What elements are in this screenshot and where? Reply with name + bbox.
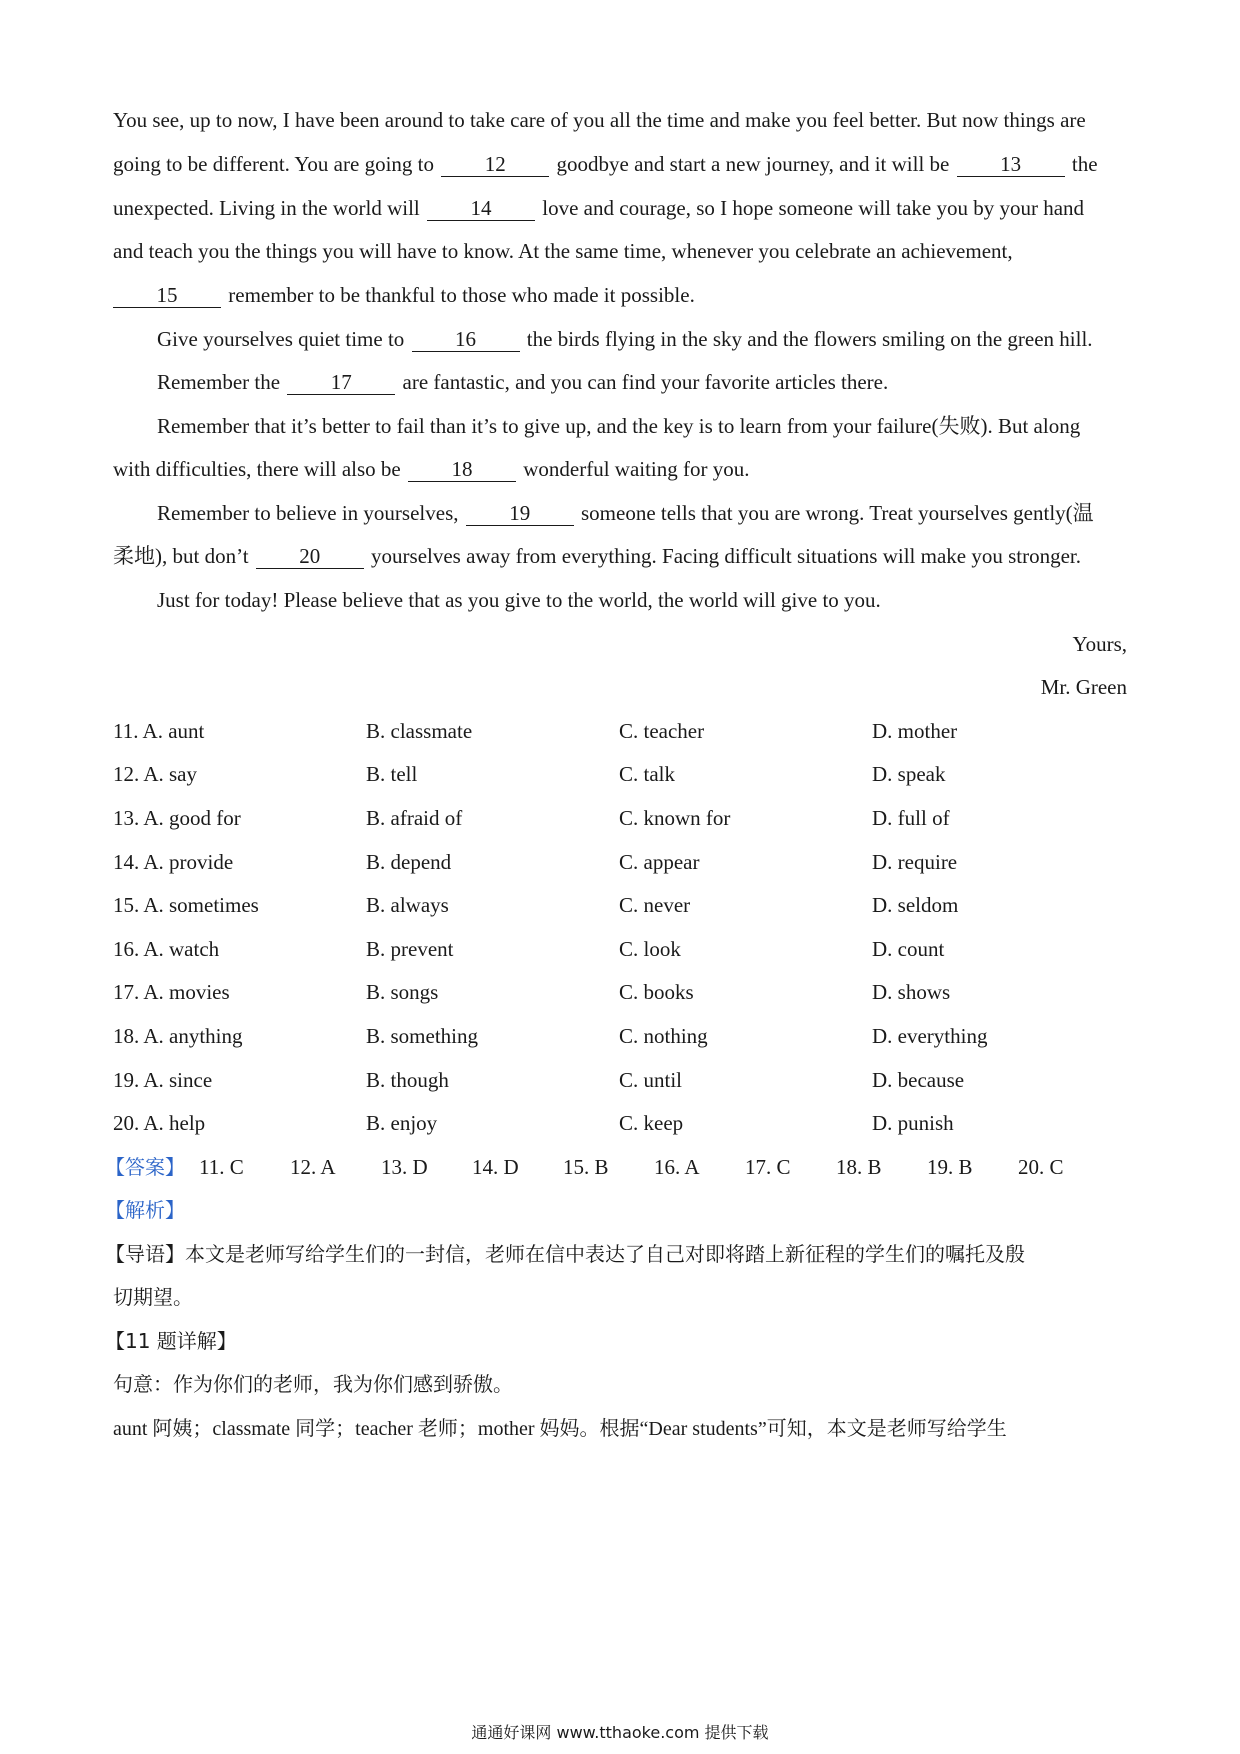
blank-19: 19 [466, 501, 574, 526]
passage-line: with difficulties, there will also be 18 wonderful waiting for you. [113, 457, 750, 481]
blank-15: 15 [113, 283, 221, 308]
blank-16: 16 [412, 327, 520, 352]
blank-18: 18 [408, 457, 516, 482]
blank-17: 17 [287, 370, 395, 395]
page-footer: 通通好课网 www.tthaoke.com 提供下载 [471, 1723, 769, 1742]
blank-12: 12 [441, 152, 549, 177]
passage-line: unexpected. Living in the world will 14 love and courage, so I hope someone will take you by your hand [113, 196, 1085, 220]
analysis-label: 【解析】 [105, 1198, 185, 1222]
passage-line: 柔地), but don’t 20 yourselves away from everything. Facing difficult situations will make you stronger. [113, 544, 1082, 568]
blank-20: 20 [256, 544, 364, 569]
answer-label: 【答案】 [105, 1155, 185, 1179]
passage-line: and teach you the things you will have to know. At the same time, whenever you celebrate an achievement, [113, 239, 1013, 263]
passage-line: Just for today! Please believe that as you give to the world, the world will give to you. [157, 588, 881, 612]
intro-line: 【导语】本文是老师写给学生们的一封信，老师在信中表达了自己对即将踏上新征程的学生们的嘱托及殷 [105, 1242, 1025, 1266]
passage-line: Give yourselves quiet time to 16 the birds flying in the sky and the flowers smiling on the green hill. [157, 327, 1093, 351]
blank-14: 14 [427, 196, 535, 221]
passage-line: going to be different. You are going to 12 goodbye and start a new journey, and it will be 13 the [113, 152, 1098, 176]
blank-13: 13 [957, 152, 1065, 177]
passage-line: Remember the 17 are fantastic, and you can find your favorite articles there. [157, 370, 889, 394]
passage-line: Remember that it’s better to fail than it’s to give up, and the key is to learn from your failure(失败). But along [157, 414, 1081, 438]
q11-title: 【11 题详解】 [105, 1329, 237, 1353]
intro-line: 切期望。 [113, 1285, 193, 1309]
q11-meaning: 句意：作为你们的老师，我为你们感到骄傲。 [113, 1372, 513, 1396]
passage-line: 15 remember to be thankful to those who made it possible. [113, 281, 1127, 309]
letter-closing: Yours, [1072, 632, 1127, 656]
q11-detail: aunt 阿姨；classmate 同学；teacher 老师；mother 妈妈。根据“Dear students”可知，本文是老师写给学生 [113, 1418, 1007, 1440]
letter-signature: Mr. Green [1040, 675, 1127, 699]
passage-line: You see, up to now, I have been around to take care of you all the time and make you feel better. But now things are [113, 108, 1086, 132]
passage-line: Remember to believe in yourselves, 19 someone tells that you are wrong. Treat yourselves gently(温 [157, 501, 1094, 525]
